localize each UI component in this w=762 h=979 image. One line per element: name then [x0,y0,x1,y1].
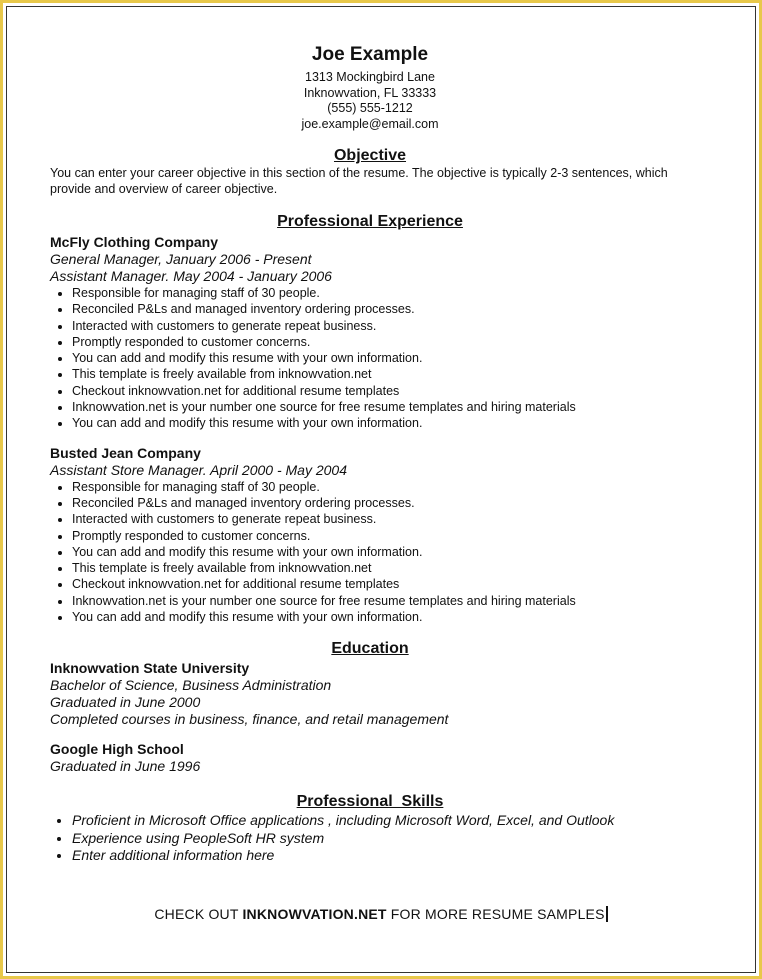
job-duties-list [50,285,690,432]
job-role: General Manager, January 2006 - Present [50,251,312,267]
list-item: • Promptly responded to customer concerns. [72,528,690,544]
job-role: Assistant Store Manager. April 2000 - May 2004 [50,461,348,478]
list-item: • You can add and modify this resume with your own information. [72,415,690,431]
list-item: • Proficient in Microsoft Office applications , including Microsoft Word, Excel, and Outlook [72,812,690,830]
experience-heading: Professional Experience [277,213,463,230]
resume-body [50,44,690,865]
school-detail: Graduated in June 1996 [50,758,201,775]
list-item: • Checkout inknowvation.net for additional resume templates [72,383,690,399]
list-item: • Inknowvation.net is your number one source for free resume templates and hiring materials [72,593,690,609]
footer-suffix: FOR MORE RESUME SAMPLES [386,906,605,922]
list-item: • Promptly responded to customer concerns. [72,334,690,350]
email-line: joe.example@email.com [301,116,439,131]
list-item: • Responsible for managing staff of 30 people. [72,479,690,495]
resume-name: Joe Example [311,44,429,65]
list-item: • Inknowvation.net is your number one source for free resume templates and hiring materials [72,399,690,415]
school-detail: Graduated in June 2000 [50,694,201,711]
list-item: • This template is freely available from inknowvation.net [72,560,690,576]
list-item: • Checkout inknowvation.net for additional resume templates [72,576,690,592]
list-item: • Reconciled P&Ls and managed inventory ordering processes. [72,301,690,317]
school-detail: Bachelor of Science, Business Administration [50,677,332,694]
list-item: • Enter additional information here [72,847,690,865]
skills-heading: Professional Skills [296,793,444,811]
list-item: • You can add and modify this resume with your own information. [72,609,690,625]
text-cursor [606,906,608,922]
city-line: Inknowvation, FL 33333 [303,85,437,100]
list-item: • Reconciled P&Ls and managed inventory ordering processes. [72,495,690,511]
address-line: 1313 Mockingbird Lane [305,70,435,84]
phone-line: (555) 555-1212 [327,101,413,115]
objective-heading: Objective [333,147,407,164]
education-heading: Education [331,640,409,658]
company-name: McFly Clothing Company [50,234,218,250]
job-role: Assistant Manager. May 2004 - January 2006 [50,268,332,284]
list-item: • You can add and modify this resume with your own information. [72,350,690,366]
skills-list [50,812,690,865]
school-name: Inknowvation State University [50,660,250,677]
list-item: • Interacted with customers to generate repeat business. [72,511,690,527]
company-name: Busted Jean Company [50,444,201,461]
list-item: • Experience using PeopleSoft HR system [72,830,690,848]
school-detail: Completed courses in business, finance, and retail management [50,711,449,728]
list-item: • Interacted with customers to generate repeat business. [72,318,690,334]
job-duties-list [50,479,690,626]
list-item: • You can add and modify this resume with your own information. [72,544,690,560]
school-name: Google High School [50,741,184,758]
footer-link-text[interactable]: INKNOWVATION.NET [242,906,387,922]
footer-note [0,906,762,922]
list-item: • Responsible for managing staff of 30 people. [72,285,690,301]
list-item: • This template is freely available from inknowvation.net [72,366,690,382]
objective-text: You can enter your career objective in this section of the resume. The objective is typically 2-3 sentences, which provide and overview of career objective. [50,166,668,196]
footer-prefix: CHECK OUT [154,906,243,922]
